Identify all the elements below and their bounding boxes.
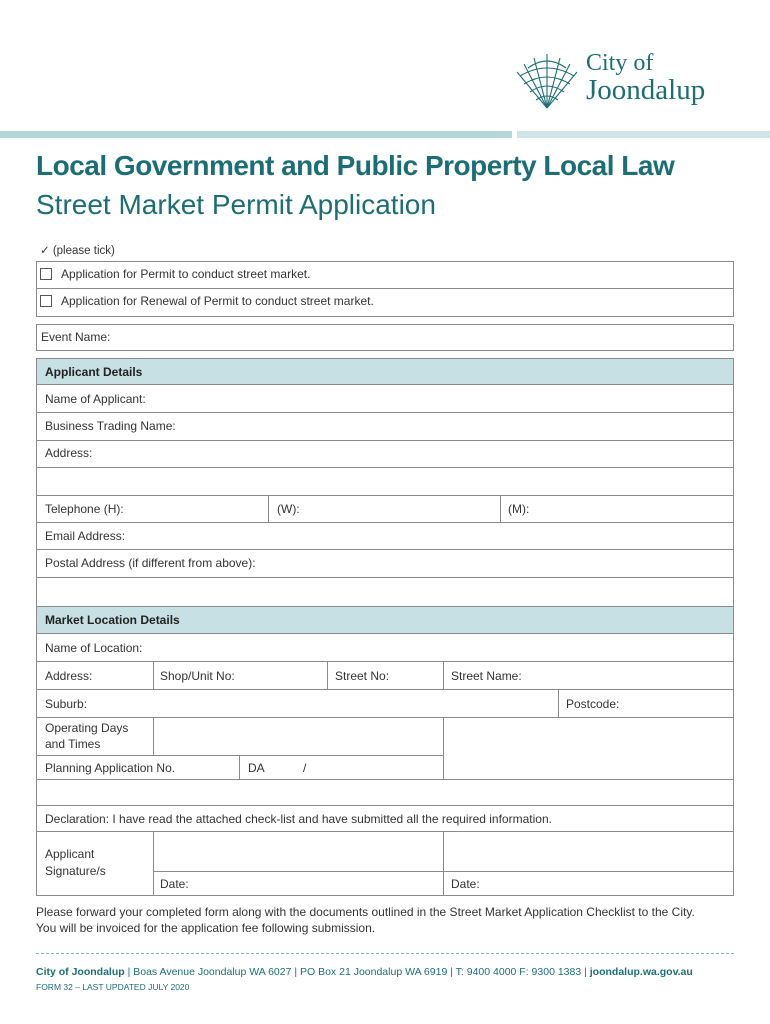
page-subtitle: Street Market Permit Application bbox=[36, 189, 436, 220]
operating-days-label-line1: Operating Days bbox=[45, 721, 129, 735]
header-bar-left bbox=[0, 131, 512, 138]
signature-label-line1: Applicant bbox=[45, 847, 95, 861]
street-name-label: Street Name: bbox=[451, 669, 522, 683]
business-name-label: Business Trading Name: bbox=[45, 419, 176, 433]
declaration-text: Declaration: I have read the attached check-list and have submitted all the required information. bbox=[45, 812, 552, 826]
palm-leaf-logo-icon bbox=[512, 50, 582, 110]
date-label-2: Date: bbox=[451, 877, 480, 891]
new-permit-checkbox[interactable] bbox=[40, 268, 52, 280]
shop-unit-label: Shop/Unit No: bbox=[160, 669, 235, 683]
event-name-field[interactable] bbox=[36, 324, 734, 351]
header-bar-right bbox=[517, 131, 770, 138]
address-label: Address: bbox=[45, 446, 93, 460]
new-permit-label: Application for Permit to conduct street market. bbox=[61, 267, 311, 281]
renewal-permit-label: Application for Renewal of Permit to conduct street market. bbox=[61, 294, 374, 308]
email-label: Email Address: bbox=[45, 529, 126, 543]
form-number: FORM 32 – LAST UPDATED JULY 2020 bbox=[36, 982, 190, 992]
location-name-label: Name of Location: bbox=[45, 641, 143, 655]
tick-instruction: ✓ (please tick) bbox=[40, 245, 115, 257]
street-no-label: Street No: bbox=[335, 669, 390, 683]
telephone-home-label: Telephone (H): bbox=[45, 502, 124, 516]
telephone-work-label: (W): bbox=[277, 502, 300, 516]
applicant-name-label: Name of Applicant: bbox=[45, 392, 146, 406]
footer-website-link[interactable]: joondalup.wa.gov.au bbox=[589, 966, 693, 978]
page-title: Local Government and Public Property Local Law bbox=[36, 150, 675, 181]
logo-city-text: City of bbox=[586, 50, 654, 76]
renewal-permit-checkbox[interactable] bbox=[40, 295, 52, 307]
da-prefix: DA bbox=[248, 761, 265, 775]
city-logo bbox=[512, 50, 742, 112]
planning-application-label: Planning Application No. bbox=[45, 761, 176, 775]
operating-days-label-line2: and Times bbox=[45, 737, 101, 751]
applicant-section-title: Applicant Details bbox=[45, 365, 143, 379]
suburb-label: Suburb: bbox=[45, 697, 88, 711]
logo-name-text: Joondalup bbox=[586, 74, 706, 106]
postal-address-label: Postal Address (if different from above): bbox=[45, 556, 256, 570]
signature-label-line2: Signature/s bbox=[45, 864, 106, 878]
market-section-title: Market Location Details bbox=[45, 613, 180, 627]
footer-details: | Boas Avenue Joondalup WA 6027 | PO Box 21 Joondalup WA 6919 | T: 9400 4000 F: 9300 1383 | bbox=[124, 966, 590, 978]
event-name-label: Event Name: bbox=[41, 330, 111, 344]
signature-field-1[interactable] bbox=[154, 832, 443, 871]
instructions-line2: You will be invoiced for the application fee following submission. bbox=[36, 921, 376, 935]
market-address-label: Address: bbox=[45, 669, 93, 683]
signature-field-2[interactable] bbox=[444, 832, 733, 871]
date-label-1: Date: bbox=[160, 877, 189, 891]
footer-contact bbox=[36, 966, 693, 978]
instructions-line1: Please forward your completed form along with the documents outlined in the Street Market Application Checklist to the City. bbox=[36, 905, 695, 919]
telephone-mobile-label: (M): bbox=[508, 502, 530, 516]
postcode-label: Postcode: bbox=[566, 697, 620, 711]
footer-divider bbox=[36, 953, 734, 954]
footer-org: City of Joondalup bbox=[36, 966, 125, 978]
da-separator: / bbox=[303, 761, 307, 775]
